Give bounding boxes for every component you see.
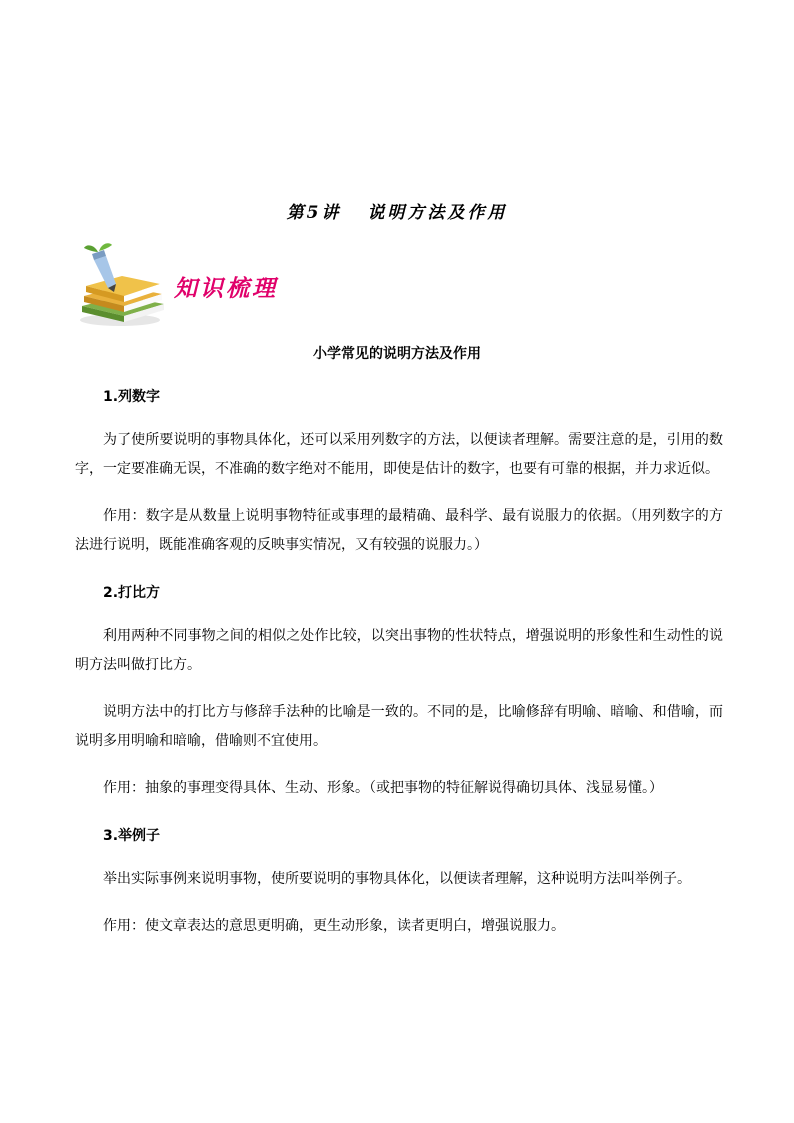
paragraph: 作用：使文章表达的意思更明确，更生动形象，读者更明白，增强说服力。 <box>103 918 565 934</box>
paragraph: 为了使所要说明的事物具体化，还可以采用列数字的方法，以便读者理解。需要注意的是，引用的数字，一定要准确无误，不准确的数字绝对不能用，即使是估计的数字，也要有可靠的根据，并力求近似。 <box>75 432 723 477</box>
section-heading: 3.举例子 <box>103 828 161 844</box>
section-title: 小学常见的说明方法及作用 <box>313 346 481 362</box>
paragraph: 作用：抽象的事理变得具体、生动、形象。（或把事物的特征解说得确切具体、浅显易懂。） <box>103 780 663 796</box>
books-icon <box>76 240 172 328</box>
section-heading: 1.列数字 <box>103 389 161 405</box>
banner-title: 知识梳理 <box>174 275 278 302</box>
lesson-number: 第5讲 <box>286 203 342 223</box>
paragraph: 作用：数字是从数量上说明事物特征或事理的最精确、最科学、最有说服力的依据。（用列数字的方法进行说明，既能准确客观的反映事实情况，又有较强的说服力。） <box>75 508 723 553</box>
section-heading: 2.打比方 <box>103 585 161 601</box>
paragraph: 利用两种不同事物之间的相似之处作比较，以突出事物的性状特点，增强说明的形象性和生动性的说明方法叫做打比方。 <box>75 628 723 673</box>
paragraph: 说明方法中的打比方与修辞手法种的比喻是一致的。不同的是，比喻修辞有明喻、暗喻、和借喻，而说明多用明喻和暗喻，借喻则不宜使用。 <box>75 704 723 749</box>
paragraph: 举出实际事例来说明事物，使所要说明的事物具体化，以便读者理解，这种说明方法叫举例子。 <box>103 871 691 887</box>
knowledge-banner <box>76 240 376 328</box>
lesson-title <box>0 198 794 223</box>
document-content <box>75 382 723 941</box>
lesson-name: 说明方法及作用 <box>367 203 508 223</box>
